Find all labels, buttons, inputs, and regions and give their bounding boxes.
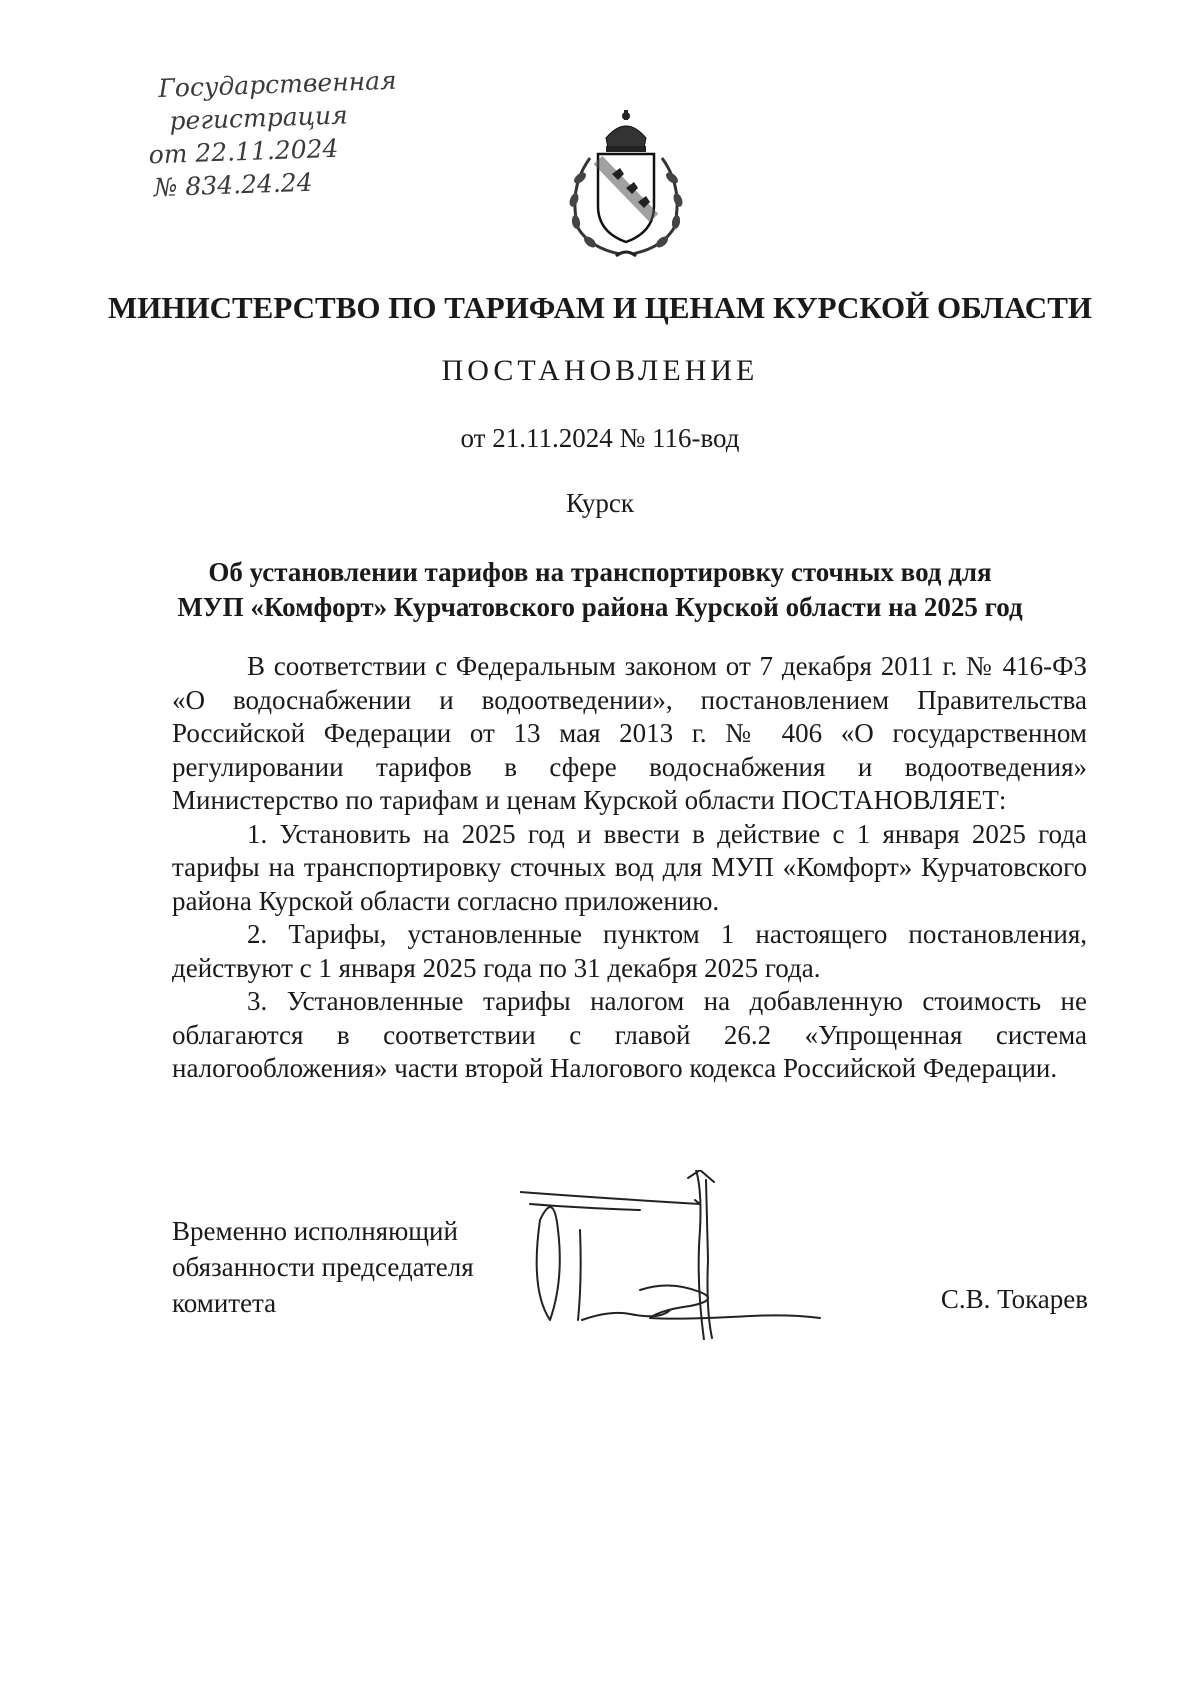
document-body (172, 650, 1087, 1086)
handwritten-registration-note (146, 64, 400, 205)
document-type: ПОСТАНОВЛЕНИЕ (441, 354, 759, 387)
kursk-region-coat-of-arms-icon (560, 108, 692, 260)
position-line: Временно исполняющий (172, 1216, 458, 1246)
document-city: Курск (565, 488, 635, 518)
registration-note-line: Государственная (157, 65, 398, 103)
registration-note-line: от 22.11.2024 (148, 133, 339, 170)
position-line: комитета (172, 1288, 277, 1318)
document-title (150, 555, 1050, 625)
title-line: МУП «Комфорт» Курчатовского района Курской области на 2025 год (177, 592, 1023, 622)
document-date-number: от 21.11.2024 № 116-вод (460, 423, 740, 453)
ministry-heading: МИНИСТЕРСТВО ПО ТАРИФАМ И ЦЕНАМ КУРСКОЙ ОБЛАСТИ (108, 290, 1092, 325)
signer-name: С.В. Токарев (940, 1284, 1088, 1314)
signatory-position (172, 1213, 512, 1321)
handwritten-signature (520, 1170, 850, 1340)
title-line: Об установлении тарифов на транспортировку сточных вод для (208, 557, 992, 587)
resolution-item-2: 2. Тарифы, установленные пунктом 1 настоящего постановления, действуют с 1 января 2025 года по 31 декабря 2025 года. (172, 919, 1087, 983)
preamble-paragraph: В соответствии с Федеральным законом от 7 декабря 2011 г. № 416-ФЗ «О водоснабжении и водоотведении», постановлением Правительства Российской Федерации от 13 мая 2013 г. № 406 «О государственном регулировании тарифов в сфере водоснабжения и водоотведения» Министерство по тарифам и ценам Курской области ПОСТАНОВЛЯЕТ: (172, 651, 1087, 815)
resolution-item-1: 1. Установить на 2025 год и ввести в действие с 1 января 2025 года тарифы на транспортировку сточных вод для МУП «Комфорт» Курчатовского района Курской области согласно приложению. (172, 818, 1087, 916)
resolution-item-3: 3. Установленные тарифы налогом на добавленную стоимость не облагаются в соответствии с главой 26.2 «Упрощенная система налогообложения» части второй Налогового кодекса Российской Федерации. (172, 986, 1087, 1083)
registration-note-line: регистрация (168, 100, 349, 136)
position-line: обязанности председателя (172, 1252, 474, 1282)
registration-note-line: № 834.24.24 (153, 167, 314, 203)
